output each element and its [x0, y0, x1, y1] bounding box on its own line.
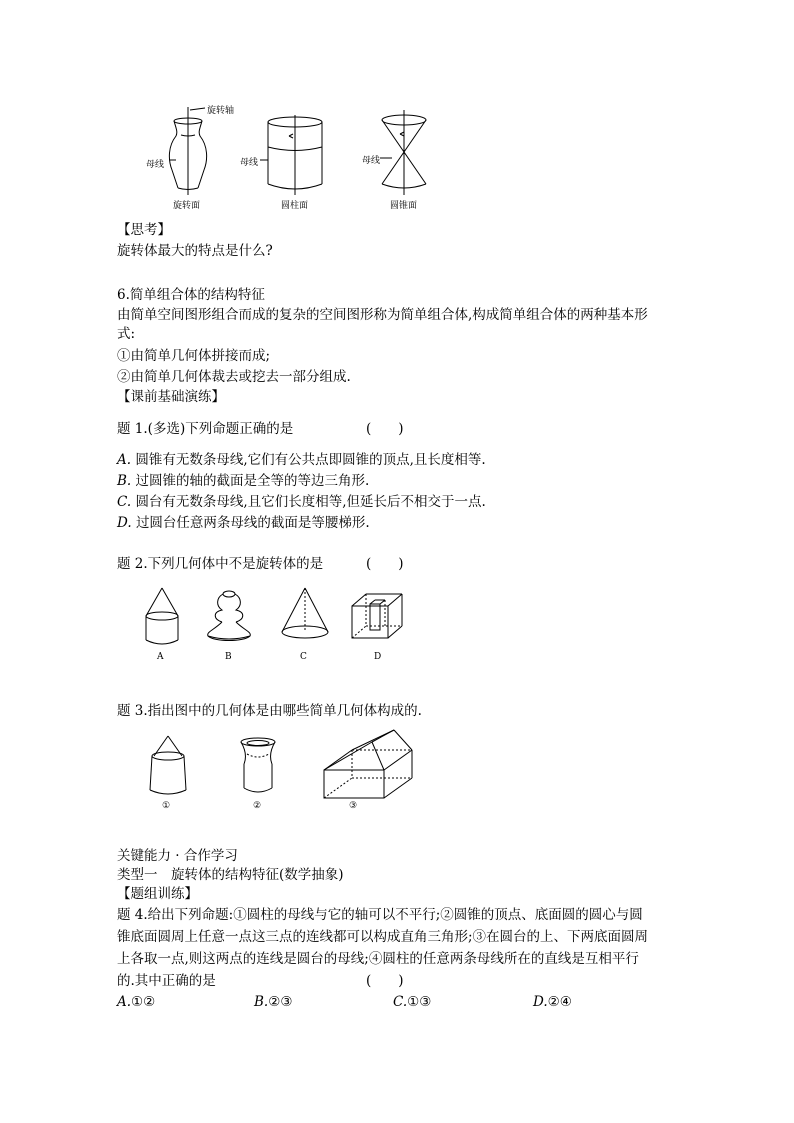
q1-option-d: D. 过圆台任意两条母线的截面是等腰梯形.: [117, 515, 370, 531]
training-heading: 【题组训练】: [117, 886, 198, 902]
q4-option-a: A.①②: [117, 994, 156, 1010]
key-ability-title: 关键能力 · 合作学习: [117, 848, 238, 864]
q4-blank: ( ): [366, 973, 404, 989]
section6-item2: ②由简单几何体裁去或挖去一部分组成.: [117, 369, 351, 385]
q1-option-b: B. 过圆锥的轴的截面是全等的等边三角形.: [117, 473, 370, 489]
caption-cone-surface: 圆锥面: [390, 201, 418, 211]
q4-line1: 题 4.给出下列命题:①圆柱的母线与它的轴可以不平行;②圆锥的顶点、底面圆的圆心与圆: [117, 907, 643, 923]
q2-label-a: A: [157, 652, 164, 662]
solid-1-cone-frustum: [150, 736, 186, 794]
q1-option-c: C. 圆台有无数条母线,且它们长度相等,但延长后不相交于一点.: [117, 494, 486, 510]
section6-line2: 式:: [117, 326, 136, 342]
q4-line2: 锥底面圆周上任意一点这三点的连线都可以构成直角三角形;③在圆台的上、下两底面圆周: [117, 929, 649, 945]
solid-3-box-prism: [324, 730, 412, 798]
q1-blank: ( ): [366, 421, 404, 437]
generatrix-label-cylinder: 母线: [240, 158, 259, 168]
practice-heading: 【课前基础演练】: [117, 389, 225, 405]
generatrix-label-vase: 母线: [146, 160, 165, 170]
caption-cylinder-surface: 圆柱面: [281, 201, 309, 211]
think-heading: 【思考】: [117, 222, 171, 238]
solid-2-hollow-cylinder: [241, 738, 275, 792]
q3-label-1: ①: [162, 801, 171, 811]
type1-title: 类型一 旋转体的结构特征(数学抽象): [117, 867, 344, 883]
section6-item1: ①由简单几何体拼接而成;: [117, 348, 271, 364]
section6-title: 6.简单组合体的结构特征: [117, 287, 265, 303]
think-question: 旋转体最大的特点是什么?: [117, 243, 273, 259]
q2-blank: ( ): [366, 556, 404, 572]
q4-option-b: B.②③: [254, 994, 293, 1010]
q1-stem: 题 1.(多选)下列命题正确的是: [117, 421, 294, 437]
q3-stem: 题 3.指出图中的几何体是由哪些简单几何体构成的.: [117, 703, 422, 719]
q4-option-d: D.②④: [533, 994, 572, 1010]
q2-label-d: D: [374, 652, 382, 662]
q4-line4: 的.其中正确的是: [117, 973, 216, 989]
q4-line3: 上各取一点,则这两点的连线是圆台的母线;④圆柱的任意两条母线所在的直线是互相平行: [117, 951, 639, 967]
q2-stem: 题 2.下列几何体中不是旋转体的是: [117, 556, 324, 572]
rotation-axis-label: 旋转轴: [207, 106, 235, 116]
q3-label-2: ②: [253, 801, 262, 811]
generatrix-label-cone: 母线: [362, 156, 381, 166]
q2-label-c: C: [300, 652, 307, 662]
q4-option-c: C.①③: [393, 994, 432, 1010]
section6-line1: 由简单空间图形组合而成的复杂的空间图形称为简单组合体,构成简单组合体的两种基本形: [117, 307, 648, 323]
caption-rotation-surface: 旋转面: [173, 201, 201, 211]
q3-label-3: ③: [349, 801, 358, 811]
q2-label-b: B: [225, 652, 232, 662]
q1-option-a: A. 圆锥有无数条母线,它们有公共点即圆锥的顶点,且长度相等.: [117, 452, 486, 468]
